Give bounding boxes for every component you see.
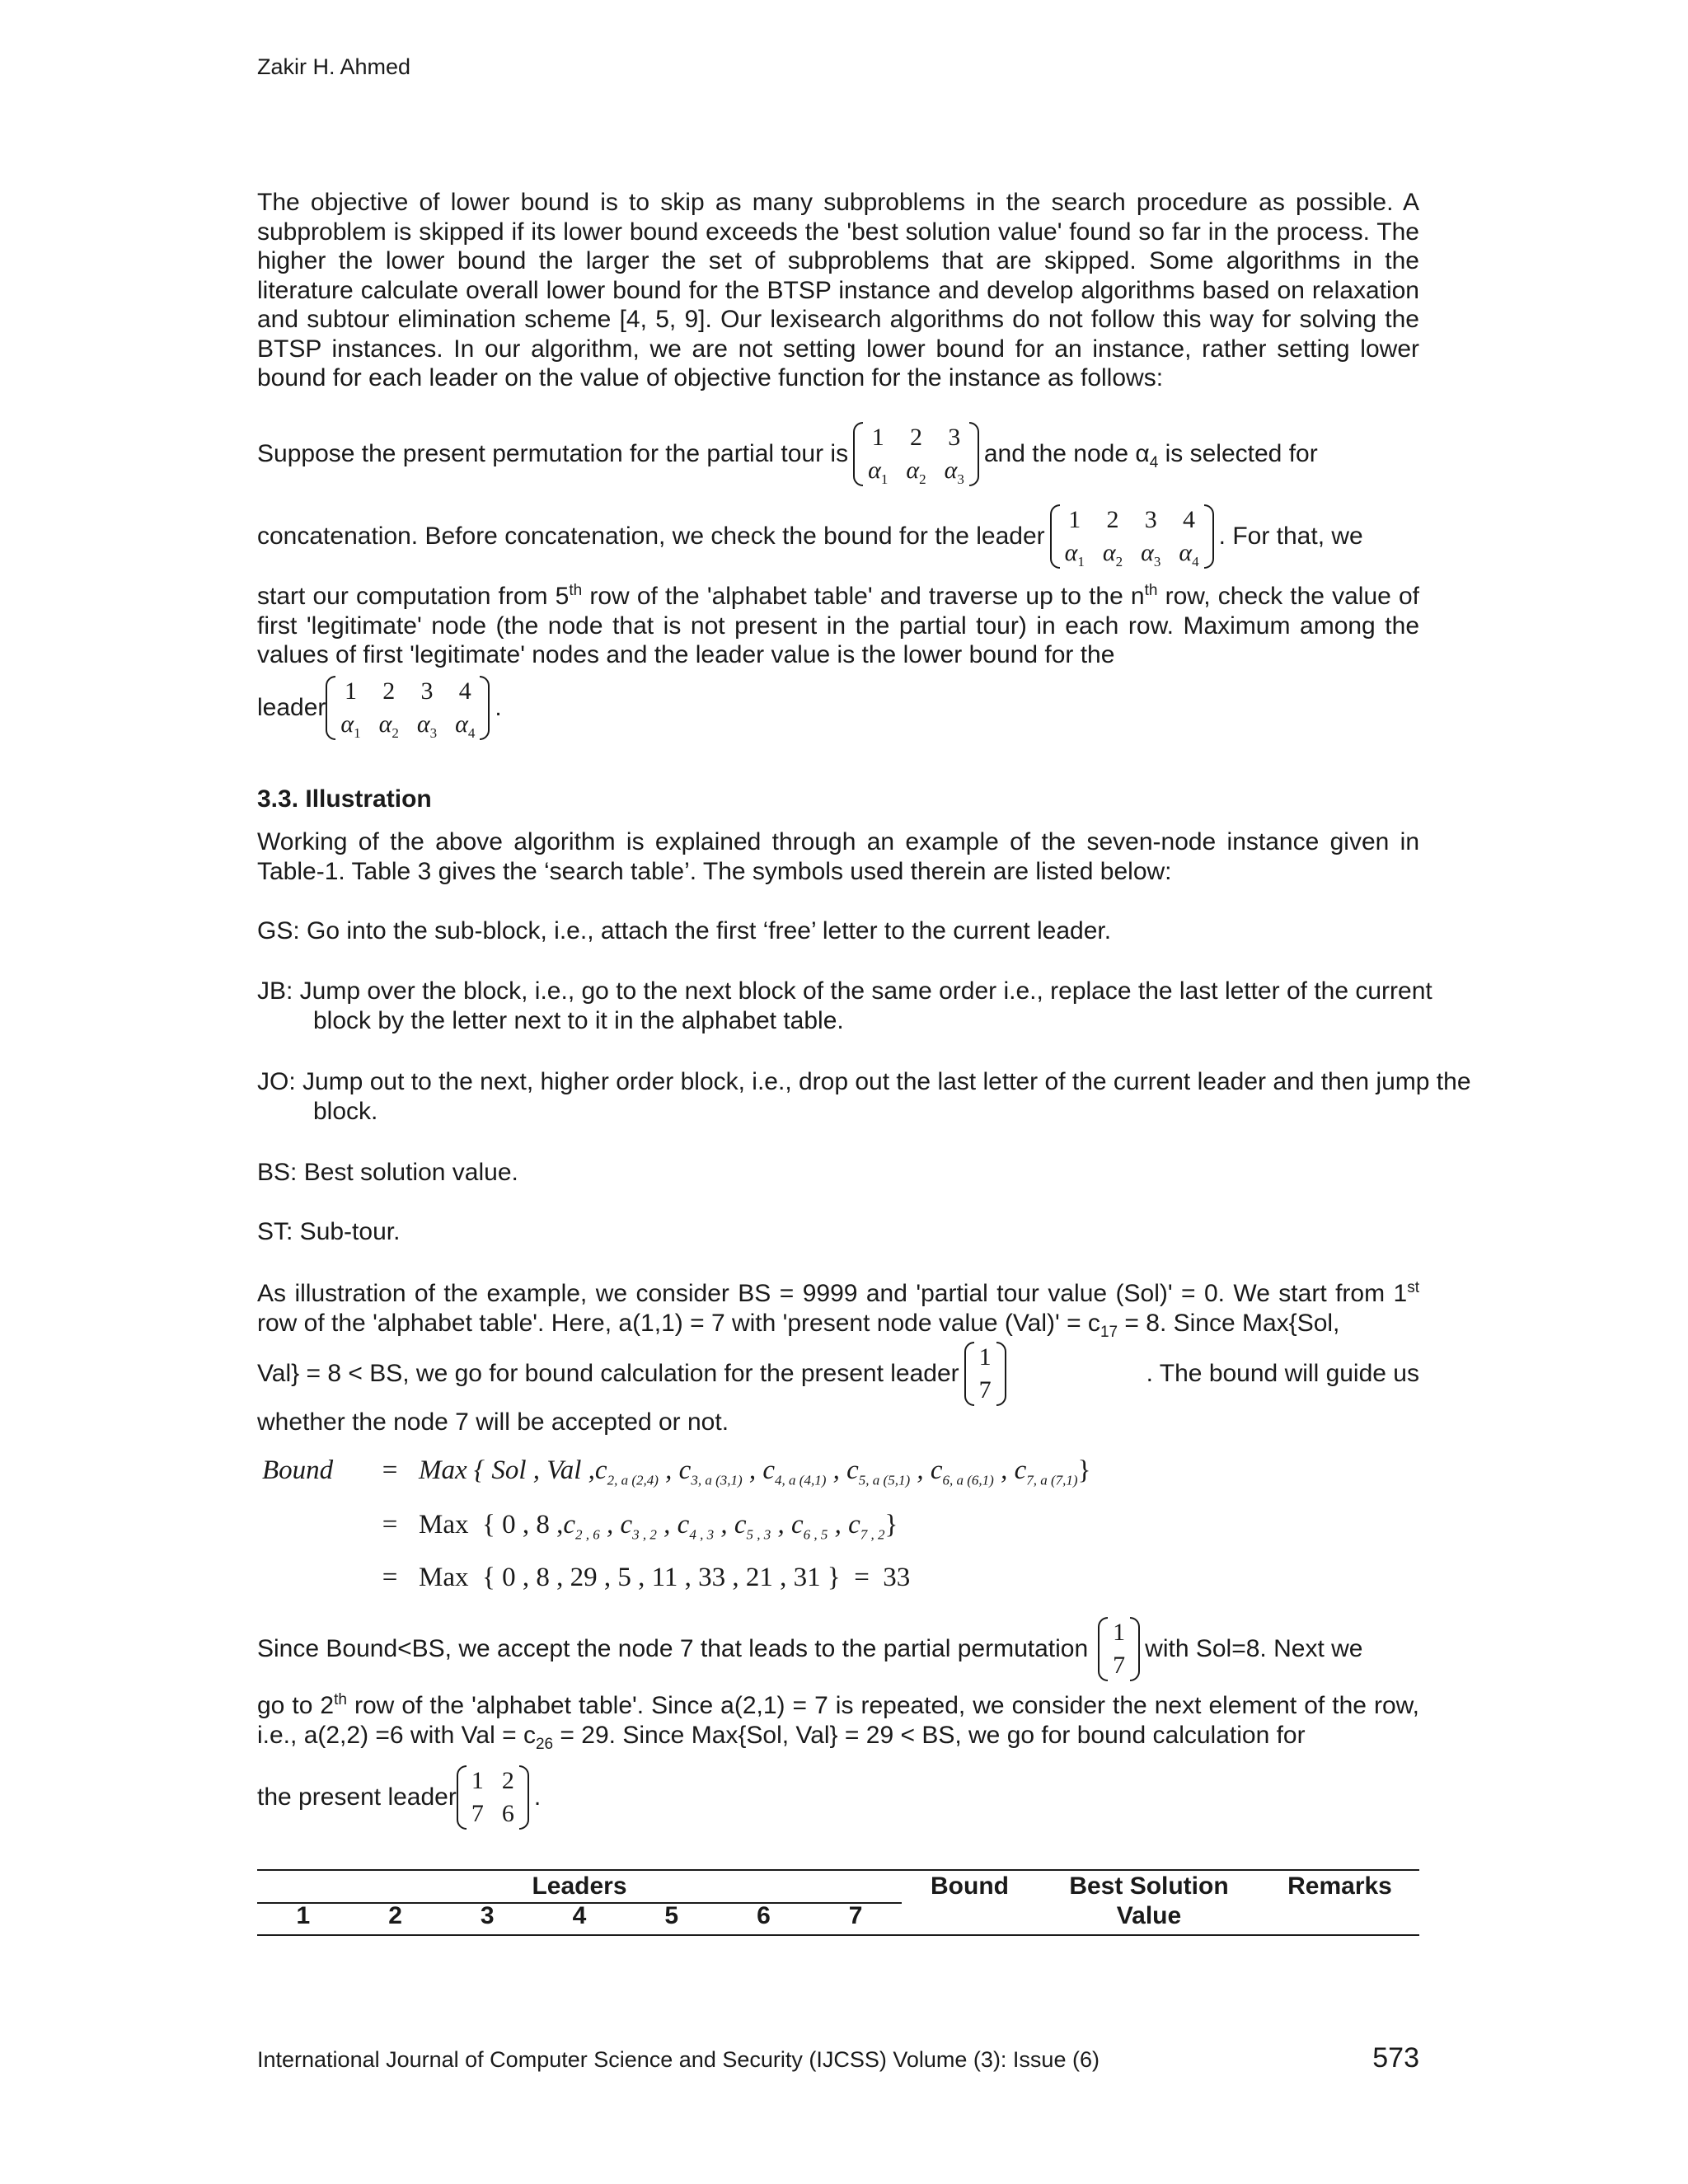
paragraph-computation: start our computation from 5th row of the 'alphabet table' and traverse up to the $n^{th}$ row, check the value of first 'legitimate' node (the node that is not present in the partial tour) in each row. Maximum among the values of first 'legitimate' nodes and the leader value is the lower bound for the [257,582,1419,668]
symbol-st: ST: Sub-tour. [257,1218,401,1245]
m4a-top-2: 2 [1106,506,1119,533]
m4a-alpha-4: $\alpha_4$ [1179,539,1199,569]
leader-col-3: 3 [480,1902,495,1929]
present-leader-period: . [533,1783,542,1811]
m4a-alpha-3: $\alpha_3$ [1141,539,1161,569]
eq-term: $c_{2 , 6}$ , [563,1510,614,1543]
m3-top-1: 1 [871,424,884,451]
leader-text: leader [257,694,326,721]
m3-alpha-1: $\alpha_1$ [868,457,889,487]
matrix-leader-4 [1050,504,1214,569]
eq-term: $c_{3 , 2}$ , [613,1510,671,1543]
paragraph-lower-bound: The objective of lower bound is to skip as many subproblems in the search procedure as possible. A subproblem is skipped if its lower bound exceeds the 'best solution value' found so far in the process. The higher the lower bound the larger the set of subproblems that are skipped. Some algorithms in the literature calculate overall lower bound for the BTSP instance and develop algorithms based on relaxation and subtour elimination scheme [4, 5, 9]. Our lexisearch algorithms do not follow this way for solving the BTSP instances. In our algorithm, we are not setting lower bound for an instance, rather setting lower bound for each leader on the value of objective function for the instance as follows: [257,189,1419,391]
m4b-top-2: 2 [382,677,396,705]
m3-alpha-2: $\alpha_2$ [906,457,926,487]
m4b-alpha-4: $\alpha_4$ [455,710,476,741]
leader-line [257,676,1419,740]
since-bound-text: Since Bound<BS, we accept the node 7 that leads to the partial permutation [257,1635,1089,1662]
leader-col-5: 5 [664,1902,679,1929]
leader-col-1: 1 [296,1902,311,1929]
m4b-top-1: 1 [345,677,358,705]
matrix-leader-1-7: 1 7 [964,1342,1006,1406]
eq-term: $c_{4 , 3}$ , [670,1510,728,1543]
matrix-partial-1-7: 1 7 [1098,1617,1140,1681]
eq-term: $c_{2, a (2,4)}$ , [594,1455,673,1488]
m4b-top-4: 4 [458,677,471,705]
eq-term: $c_{7, a (7,1)}$ [1007,1455,1078,1488]
val-line-text: Val} = 8 < BS, we go for bound calculation for the present leader [257,1360,959,1387]
leader-col-6: 6 [757,1902,771,1929]
present-leader-text: the present leader [257,1783,457,1811]
m4b-alpha-3: $\alpha_3$ [416,710,438,741]
best-solution-header-2: Value [1116,1902,1182,1929]
paragraph-example: As illustration of the example, we consider BS = 9999 and 'partial tour value (Sol)' = 0. We start from 1st row of the 'alphabet table'. Here, a(1,1) = 7 with 'present node value $(Val)' = c_{17} = 8$. Since Max{Sol, [257,1279,1419,1341]
m4a-top-1: 1 [1068,506,1081,533]
eq-term: $c_{3, a (3,1)}$ , [672,1455,757,1488]
symbol-gs: GS: Go into the sub-block, i.e., attach the first ‘free’ letter to the current leader. [257,917,1112,944]
m4b-top-3: 3 [420,677,434,705]
m3-alpha-3: $\alpha_3$ [944,457,964,487]
bound-header: Bound [931,1872,1009,1900]
matrix-leader-12-76: 1 7 2 6 [457,1765,529,1830]
with-sol-text: with Sol=8. Next we [1145,1635,1363,1662]
paragraph-illustration-intro: Working of the above algorithm is explained through an example of the seven-node instance given in Table-1. Table 3 gives the ‘search table’. The symbols used therein are listed below: [257,828,1419,885]
m3-top-3: 3 [948,424,961,451]
eq-term: $c_{7 , 2}$ [841,1510,885,1543]
matrix-partial-tour-3 [853,422,979,486]
m4a-top-3: 3 [1144,506,1157,533]
remarks-header: Remarks [1287,1872,1392,1900]
eq-term: $c_{5 , 3}$ , [727,1510,785,1543]
page-number: 573 [1372,2042,1419,2074]
m4b-alpha-1: $\alpha_1$ [340,710,361,741]
leader-col-7: 7 [848,1902,863,1929]
eq-term: $c_{5, a (5,1)}$ , [839,1455,924,1488]
since-bound-line [257,1617,1419,1681]
whether-text: whether the node 7 will be accepted or not. [257,1408,729,1436]
footer-journal: International Journal of Computer Science and Security (IJCSS) Volume (3): Issue (6) [257,2047,1100,2072]
concatenation-text: concatenation. Before concatenation, we check the bound for the leader [257,523,1045,550]
equation-line-2: = Max { 0 , 8 , $c_{2 , 6}$ , $c_{3 , 2}$ , $c_{4 , 3}$ , $c_{5 , 3}$ , $c_{6 , 5}$ , $c_{7 , 2}$ } [382,1510,898,1543]
section-heading: 3.3. Illustration [257,785,432,813]
leaders-header: Leaders [532,1872,627,1900]
m4b-alpha-2: $\alpha_2$ [378,710,399,741]
leader-period: . [495,694,502,721]
leader-col-2: 2 [388,1902,402,1929]
for-that-text: . For that, we [1218,523,1363,550]
m3-top-2: 2 [909,424,922,451]
m4a-top-4: 4 [1183,506,1196,533]
m4a-alpha-1: $\alpha_1$ [1064,539,1085,569]
m4a-alpha-2: $\alpha_2$ [1102,539,1123,569]
permutation-line [257,422,1419,486]
leader-col-4: 4 [572,1902,587,1929]
node-selected-text: and the node $\alpha_4$ is selected for [983,440,1318,471]
paragraph-second-row: go to 2th row of the 'alphabet table'. Since a(2,1) = 7 is repeated, we consider the next element of the row, i.e., a(2,2) =6 with Val = $c_{26} = 29$. Since Max{Sol, Val} = 29 < BS, we go for bound calculation for [257,1691,1419,1753]
equation-line-1: Bound = Max { Sol , Val , $c_{2, a (2,4)}$ , $c_{3, a (3,1)}$ , $c_{4, a (4,1)}$ , $c_{5, a (5,1)}$ , $c_{6, a (6,1)}$ , $c_{7, a (7,1)}$ } [262,1455,1091,1488]
eq-term: $c_{6 , 5}$ , [784,1510,842,1543]
equation-line-3: = Max { 0 , 8 , 29 , 5 , 11 , 33 , 21 , 31 } = 33 [382,1563,911,1592]
running-header-author: Zakir H. Ahmed [257,54,411,79]
symbol-jo: JO: Jump out to the next, higher order block, i.e., drop out the last letter of the current leader and then jump the block. [257,1068,1471,1125]
symbol-jb: JB: Jump over the block, i.e., go to the next block of the same order i.e., replace the last letter of the current block by the letter next to it in the alphabet table. [257,977,1432,1034]
symbol-bs: BS: Best solution value. [257,1159,518,1186]
eq-term: $c_{4, a (4,1)}$ , [756,1455,840,1488]
guide-text: . The bound will guide us [1146,1360,1419,1387]
eq-term: $c_{6, a (6,1)}$ , [923,1455,1008,1488]
permutation-line-text: Suppose the present permutation for the partial tour is [257,440,849,467]
concatenation-line [257,504,1419,569]
matrix-leader-4-repeat [326,676,490,740]
val-line [257,1342,1419,1406]
present-leader-line [257,1765,1419,1830]
best-solution-header-1: Best Solution [1069,1872,1229,1900]
